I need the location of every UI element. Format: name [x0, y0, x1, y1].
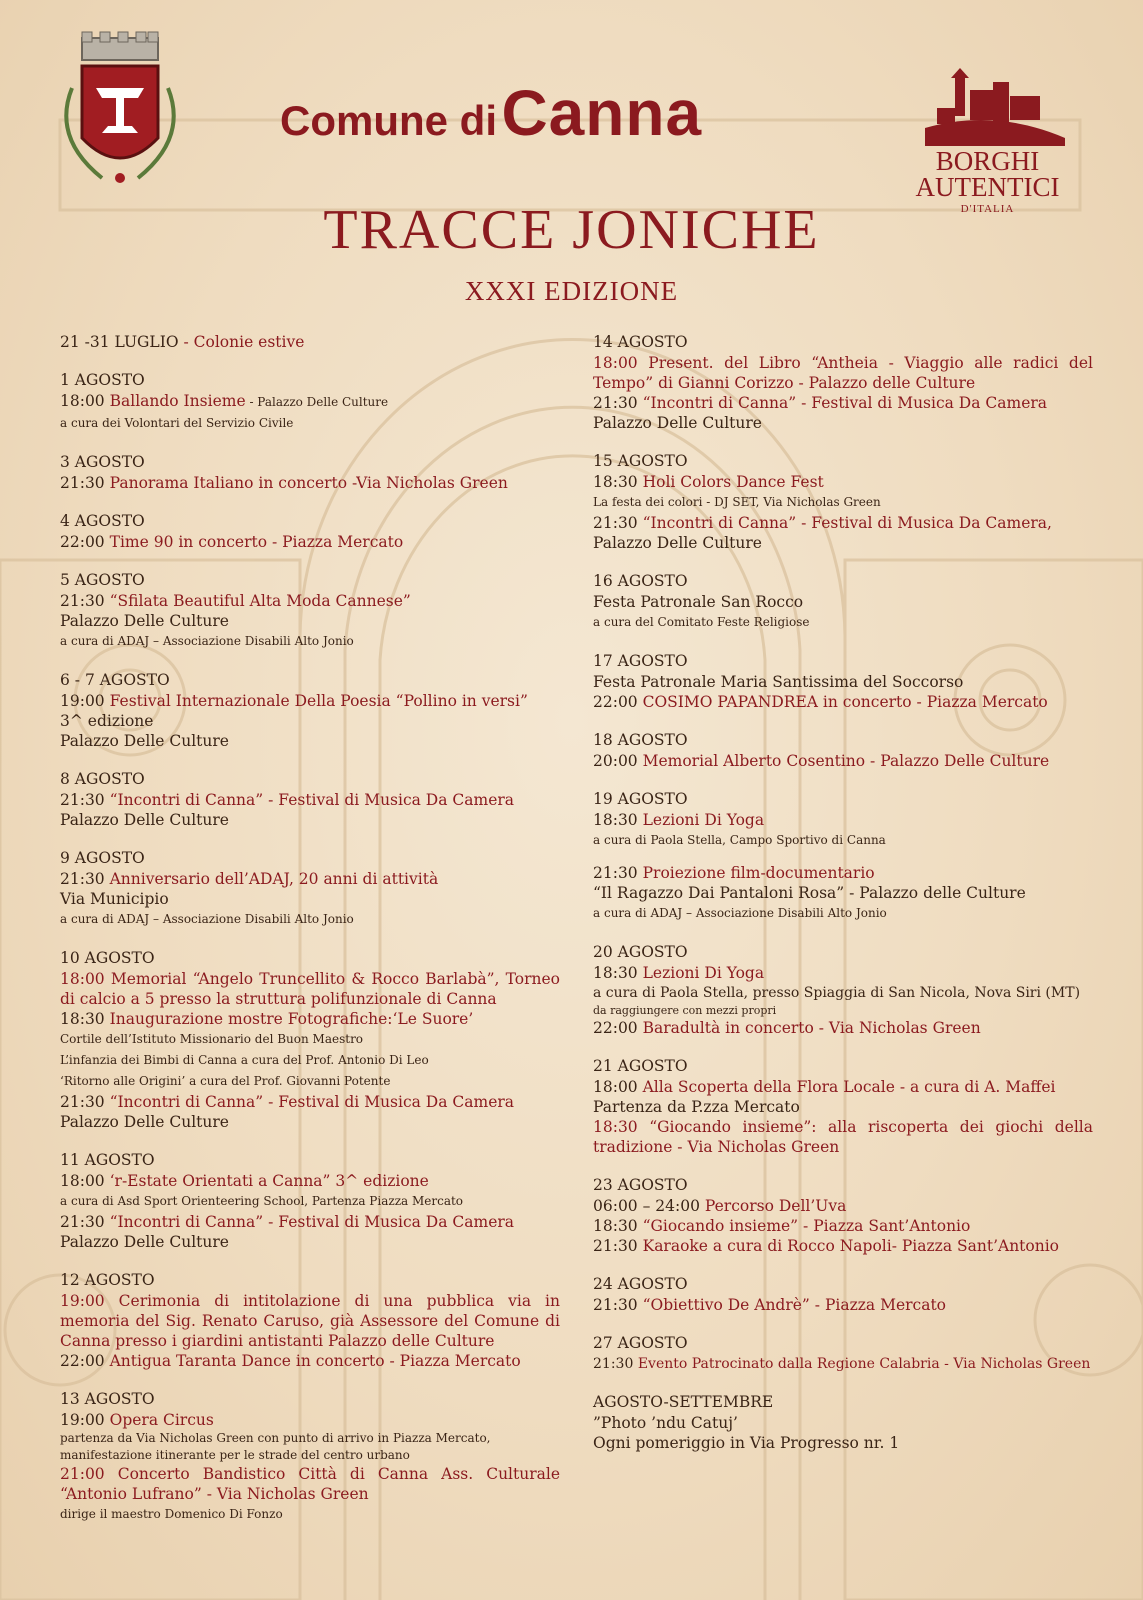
program-desc: Antigua Taranta Dance in concerto - Piazza Mercato — [109, 1352, 521, 1370]
program-section — [60, 370, 560, 434]
program-desc: Panorama Italiano in concerto -Via Nicholas Green — [109, 474, 508, 492]
program-time: 18:00 — [60, 392, 105, 410]
program-section — [60, 332, 560, 352]
program-desc: Karaoke a cura di Rocco Napoli- Piazza Sant’Antonio — [642, 1237, 1060, 1255]
program-time: 18:00 — [593, 354, 638, 372]
program-line — [60, 869, 560, 889]
program-desc: Festa Patronale Maria Santissima del Soccorso — [593, 673, 964, 691]
program-time: 18:30 — [593, 1217, 638, 1235]
program-date: 14 AGOSTO — [593, 333, 688, 351]
program-desc: “Sfilata Beautiful Alta Moda Cannese” — [109, 592, 411, 610]
program-section — [60, 848, 560, 930]
program-desc: Evento Patrocinato dalla Regione Calabria - Via Nicholas Green — [637, 1356, 1091, 1372]
program-line — [60, 1351, 560, 1371]
program-sep: - — [178, 333, 194, 351]
program-date: 11 AGOSTO — [60, 1151, 155, 1169]
program-section — [60, 1389, 560, 1525]
program-date: AGOSTO-SETTEMBRE — [593, 1393, 774, 1411]
program-line — [60, 473, 560, 493]
borghi-autentici-logo-icon — [915, 68, 1075, 146]
program-date: 21 -31 LUGLIO — [60, 333, 179, 351]
program-note: dirige il maestro Domenico Di Fonzo — [60, 1507, 283, 1521]
program-date: 4 AGOSTO — [60, 512, 145, 530]
program-desc: Lezioni Di Yoga — [642, 964, 765, 982]
program-line — [60, 332, 560, 352]
program-line — [593, 393, 1093, 413]
program-desc: Memorial Alberto Cosentino - Palazzo Delle Culture — [642, 752, 1050, 770]
program-line — [593, 472, 1093, 492]
program-desc: Inaugurazione mostre Fotografiche:‘Le Suore’ — [109, 1010, 474, 1028]
program-desc: Partenza da P.zza Mercato — [593, 1098, 800, 1116]
program-time: 21:30 — [593, 1356, 634, 1372]
program-desc: “Incontri di Canna” - Festival di Musica Da Camera — [109, 1093, 515, 1111]
program-date: 5 AGOSTO — [60, 571, 145, 589]
program-line — [60, 391, 560, 413]
event-title: TRACCE JONICHE — [323, 199, 820, 261]
program-note: La festa dei colori - DJ SET, Via Nicholas Green — [593, 495, 881, 509]
program-date: 10 AGOSTO — [60, 949, 155, 967]
comune-prefix: Comune di — [280, 97, 497, 144]
program-date: 15 AGOSTO — [593, 452, 688, 470]
program-section — [593, 451, 1093, 553]
program-desc: Colonie estive — [193, 333, 305, 351]
program-date: 24 AGOSTO — [593, 1275, 688, 1293]
program-line — [593, 1018, 1093, 1038]
program-desc: Lezioni Di Yoga — [642, 811, 765, 829]
municipal-crest-icon — [42, 28, 202, 198]
program-note: a cura dei Volontari del Servizio Civile — [60, 416, 294, 430]
program-time: 22:00 — [593, 1019, 638, 1037]
program-time: 21:30 — [60, 592, 105, 610]
program-desc: Opera Circus — [109, 1411, 214, 1429]
program-time: 19:00 — [60, 1411, 105, 1429]
program-time: 20:00 — [593, 752, 638, 770]
program-section — [593, 1333, 1093, 1374]
program-date: 16 AGOSTO — [593, 572, 688, 590]
program-date: 8 AGOSTO — [60, 770, 145, 788]
program-date: 13 AGOSTO — [60, 1390, 155, 1408]
program-desc: “Il Ragazzo Dai Pantaloni Rosa” - Palazzo delle Culture — [593, 884, 1026, 902]
program-line — [593, 1077, 1093, 1097]
program-time: 21:30 — [593, 864, 638, 882]
program-date: 1 AGOSTO — [60, 371, 145, 389]
program-time: 21:30 — [60, 1213, 105, 1231]
program-line — [60, 1410, 560, 1430]
program-date: 18 AGOSTO — [593, 731, 688, 749]
program-desc: “Incontri di Canna” - Festival di Musica Da Camera — [109, 791, 515, 809]
program-time: 18:30 — [593, 473, 638, 491]
program-section — [593, 651, 1093, 712]
program-desc: ”Photo ’ndu Catuj’ — [593, 1414, 738, 1432]
program-line — [593, 1236, 1093, 1256]
program-line — [593, 1196, 1093, 1216]
program-time: 21:30 — [60, 474, 105, 492]
program-place: Palazzo Delle Culture — [60, 612, 229, 630]
program-time: 18:30 — [60, 1010, 105, 1028]
program-desc: Concerto Bandistico Città di Canna Ass. Culturale “Antonio Lufrano” - Via Nicholas Green — [60, 1465, 560, 1503]
program-line — [593, 751, 1093, 771]
program-line — [60, 1212, 560, 1232]
program-time: 18:00 — [60, 970, 105, 988]
program-desc: “Giocando insieme” - Piazza Sant’Antonio — [642, 1217, 971, 1235]
program-section — [593, 571, 1093, 633]
program-line — [593, 863, 1093, 883]
program-line — [593, 353, 1093, 393]
program-desc: Holi Colors Dance Fest — [642, 473, 824, 491]
program-line — [593, 963, 1093, 983]
program-time: 21:30 — [593, 1237, 638, 1255]
program-place: Palazzo Delle Culture — [60, 732, 229, 750]
program-line — [593, 513, 1093, 533]
program-line — [593, 1216, 1093, 1236]
program-date: 9 AGOSTO — [60, 849, 145, 867]
program-place: Palazzo Delle Culture — [60, 811, 229, 829]
program-desc: “Obiettivo De Andrè” - Piazza Mercato — [642, 1296, 947, 1314]
program-time: 18:00 — [593, 1078, 638, 1096]
comune-title — [280, 76, 702, 150]
program-time: 22:00 — [60, 533, 105, 551]
program-note: Cortile dell’Istituto Missionario del Buon Maestro — [60, 1032, 364, 1046]
program-desc: Ballando Insieme — [109, 392, 246, 410]
program-note: manifestazione itinerante per le strade del centro urbano — [60, 1448, 410, 1462]
program-line — [593, 1354, 1093, 1374]
program-left-column — [60, 332, 560, 1543]
program-time: 21:30 — [60, 791, 105, 809]
program-section — [60, 769, 560, 830]
program-place: Palazzo Delle Culture — [60, 1113, 229, 1131]
program-place: Palazzo Delle Culture — [593, 414, 762, 432]
program-note: L’infanzia dei Bimbi di Canna a cura del Prof. Antonio Di Leo — [60, 1053, 429, 1067]
program-place: Palazzo Delle Culture — [593, 534, 762, 552]
program-place: Via Municipio — [60, 890, 169, 908]
program-section — [593, 789, 1093, 924]
program-note: a cura del Comitato Feste Religiose — [593, 615, 810, 629]
program-line — [593, 692, 1093, 712]
program-date: 17 AGOSTO — [593, 652, 688, 670]
program-section — [593, 1175, 1093, 1256]
program-date: 6 - 7 AGOSTO — [60, 671, 170, 689]
program-desc: “Giocando insieme”: alla riscoperta dei giochi della tradizione - Via Nicholas Green — [593, 1118, 1093, 1156]
program-line — [60, 1009, 560, 1029]
comune-name: Canna — [501, 77, 703, 149]
program-note: ‘Ritorno alle Origini’ a cura del Prof. Giovanni Potente — [60, 1074, 391, 1088]
program-section — [593, 1056, 1093, 1157]
program-date: 23 AGOSTO — [593, 1176, 688, 1194]
program-right-column — [593, 332, 1093, 1471]
program-desc: a cura di Paola Stella, presso Spiaggia di San Nicola, Nova Siri (MT) — [593, 985, 1081, 1001]
program-line — [60, 532, 560, 552]
program-time: 21:30 — [593, 1296, 638, 1314]
program-desc: ‘r-Estate Orientati a Canna” 3^ edizione — [109, 1172, 429, 1190]
program-desc: “Incontri di Canna” - Festival di Musica Da Camera — [642, 394, 1048, 412]
program-desc: “Incontri di Canna” - Festival di Musica Da Camera, — [642, 514, 1052, 532]
program-line — [60, 1291, 560, 1351]
program-line — [593, 1295, 1093, 1315]
program-section — [60, 948, 560, 1132]
program-section — [593, 942, 1093, 1038]
program-section — [593, 1392, 1093, 1453]
borghi-line1: BORGHI — [935, 146, 1040, 176]
program-note: a cura di Paola Stella, Campo Sportivo di Canna — [593, 833, 886, 847]
program-time: 22:00 — [593, 693, 638, 711]
program-note: partenza da Via Nicholas Green con punto di arrivo in Piazza Mercato, — [60, 1431, 491, 1445]
program-line — [60, 969, 560, 1009]
program-time: 21:30 — [60, 1093, 105, 1111]
program-time: 18:00 — [60, 1172, 105, 1190]
program-desc: Proiezione film-documentario — [642, 864, 875, 882]
program-time: 18:30 — [593, 1118, 638, 1136]
program-date: 20 AGOSTO — [593, 943, 688, 961]
program-line — [60, 691, 560, 711]
program-time: 19:00 — [60, 1292, 105, 1310]
program-line — [60, 1464, 560, 1504]
program-line — [60, 790, 560, 810]
program-desc: “Incontri di Canna” - Festival di Musica Da Camera — [109, 1213, 515, 1231]
program-desc: COSIMO PAPANDREA in concerto - Piazza Mercato — [642, 693, 1048, 711]
program-date: 19 AGOSTO — [593, 790, 688, 808]
program-note: a cura di Asd Sport Orienteering School, Partenza Piazza Mercato — [60, 1194, 464, 1208]
program-note: da raggiungere con mezzi propri — [593, 1004, 777, 1017]
program-section — [60, 570, 560, 652]
program-section — [593, 1274, 1093, 1315]
borghi-line2: AUTENTICI — [915, 172, 1060, 202]
program-desc: Ogni pomeriggio in Via Progresso nr. 1 — [593, 1434, 900, 1452]
program-date: 21 AGOSTO — [593, 1057, 688, 1075]
program-desc: Cerimonia di intitolazione di una pubblica via in memoria del Sig. Renato Caruso, già Assessore del Comune di Canna presso i giardini antistanti Palazzo delle Culture — [60, 1292, 560, 1350]
program-section — [60, 511, 560, 552]
program-section — [60, 1270, 560, 1371]
program-time: 22:00 — [60, 1352, 105, 1370]
program-desc: Baradultà in concerto - Via Nicholas Green — [642, 1019, 981, 1037]
program-desc: Percorso Dell’Uva — [704, 1197, 847, 1215]
program-line — [60, 591, 560, 611]
program-desc: Festival Internazionale Della Poesia “Pollino in versi” — [109, 692, 528, 710]
program-line — [593, 810, 1093, 830]
program-section — [60, 1150, 560, 1252]
program-line — [60, 1092, 560, 1112]
program-section — [60, 452, 560, 493]
program-time: 18:30 — [593, 964, 638, 982]
program-time: 21:30 — [593, 514, 638, 532]
program-desc: Anniversario dell’ADAJ, 20 anni di attività — [109, 870, 439, 888]
program-date: 12 AGOSTO — [60, 1271, 155, 1289]
program-note: a cura di ADAJ – Associazione Disabili Alto Jonio — [593, 906, 887, 920]
program-time: 21:00 — [60, 1465, 105, 1483]
program-place: Palazzo Delle Culture — [60, 1233, 229, 1251]
program-section — [593, 730, 1093, 771]
program-time: 19:00 — [60, 692, 105, 710]
program-time: 18:30 — [593, 811, 638, 829]
program-section — [593, 332, 1093, 433]
program-date: 27 AGOSTO — [593, 1334, 688, 1352]
program-desc: Festa Patronale San Rocco — [593, 593, 804, 611]
program-note: a cura di ADAJ – Associazione Disabili Alto Jonio — [60, 634, 354, 648]
program-time: 21:30 — [593, 394, 638, 412]
edition-label: XXXI EDIZIONE — [464, 276, 679, 306]
program-line — [60, 1171, 560, 1191]
program-note: a cura di ADAJ – Associazione Disabili Alto Jonio — [60, 912, 354, 926]
program-time: 21:30 — [60, 870, 105, 888]
program-date: 3 AGOSTO — [60, 453, 145, 471]
program-desc: Alla Scoperta della Flora Locale - a cura di A. Maffei — [642, 1078, 1056, 1096]
program-desc: Time 90 in concerto - Piazza Mercato — [109, 533, 404, 551]
program-place: - Palazzo Delle Culture — [245, 395, 389, 409]
program-extra: 3^ edizione — [60, 712, 154, 730]
program-line — [593, 1117, 1093, 1157]
program-desc: Memorial “Angelo Truncellito & Rocco Barlabà”, Torneo di calcio a 5 presso la struttura polifunzionale di Canna — [60, 970, 560, 1008]
program-time: 06:00 – 24:00 — [593, 1197, 700, 1215]
borghi-line3: D'ITALIA — [960, 203, 1015, 215]
program-desc: Present. del Libro “Antheia - Viaggio alle radici del Tempo” di Gianni Corizzo - Palazzo delle Culture — [593, 354, 1093, 392]
program-section — [60, 670, 560, 751]
